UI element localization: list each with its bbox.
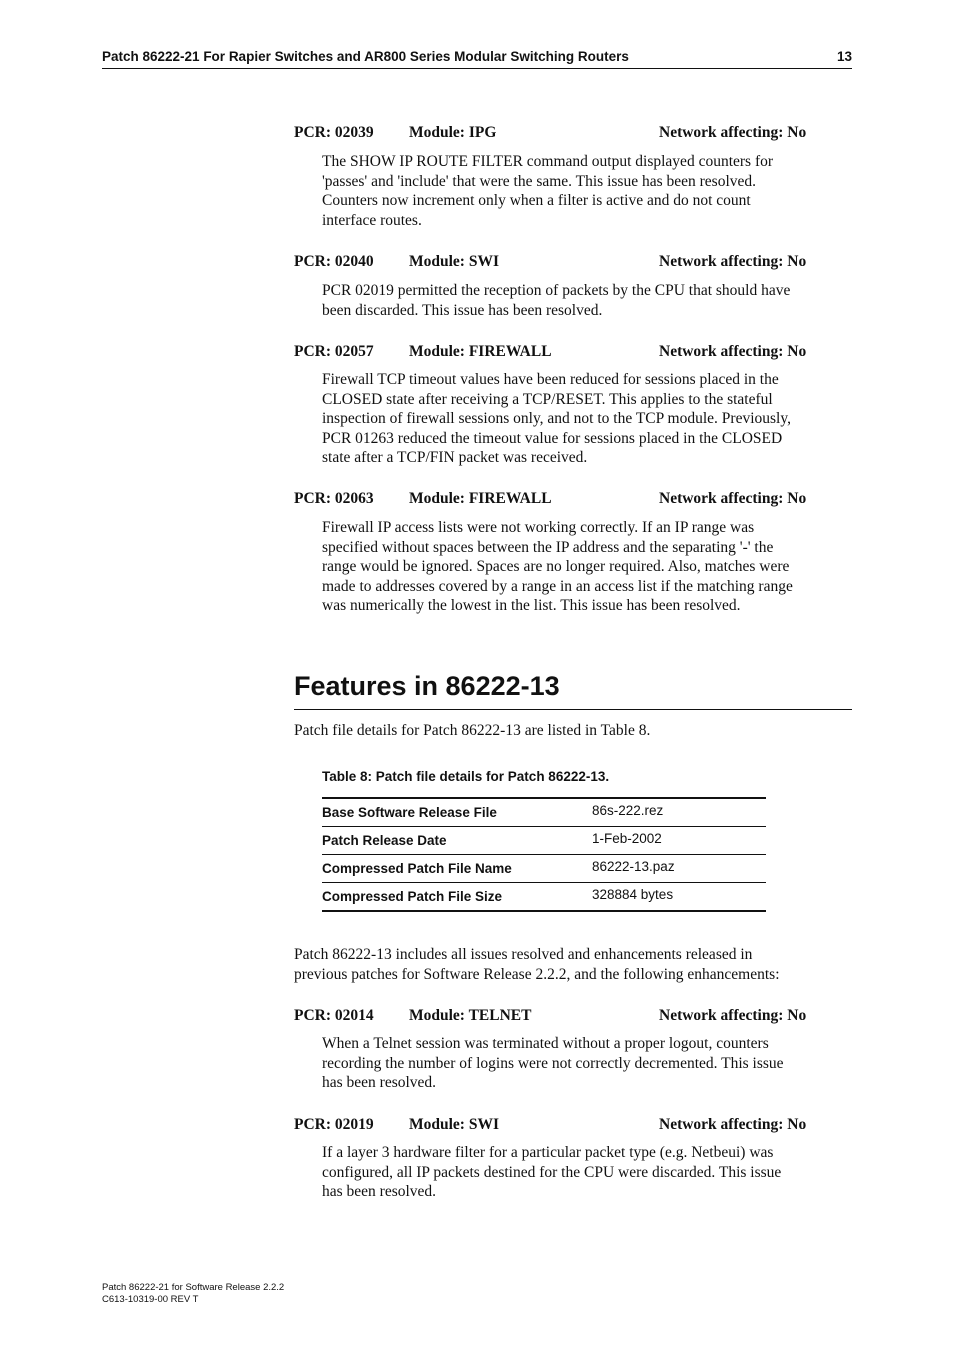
pcr-network-affecting: Network affecting: No xyxy=(659,124,807,141)
text-line: configured, all IP packets destined for the CPU were discarded. This issue xyxy=(322,1163,782,1181)
pcr-number: PCR: 02040 xyxy=(294,253,374,270)
pcr-module: Module: TELNET xyxy=(409,1007,532,1024)
text-line: CLOSED state after receiving a TCP/RESET. This applies to the stateful xyxy=(322,390,773,408)
text-line: Patch 86222-13 includes all issues resolved and enhancements released in xyxy=(294,946,753,963)
pcr-module: Module: FIREWALL xyxy=(409,343,552,360)
pcr-heading xyxy=(294,1007,852,1027)
patch-details-table xyxy=(322,797,766,912)
pcr-description xyxy=(322,281,854,320)
section-title: Features in 86222-13 xyxy=(294,671,560,701)
pcr-module: Module: SWI xyxy=(409,253,499,270)
pcr-network-affecting: Network affecting: No xyxy=(659,343,807,360)
text-line: Firewall TCP timeout values have been reduced for sessions placed in the xyxy=(322,371,779,388)
pcr-number: PCR: 02057 xyxy=(294,343,374,360)
table-row xyxy=(322,883,766,912)
text-line: The SHOW IP ROUTE FILTER command output displayed counters for xyxy=(322,153,774,170)
pcr-number: PCR: 02019 xyxy=(294,1116,374,1133)
text-line: been discarded. This issue has been resolved. xyxy=(322,301,603,319)
footer-line: C613-10319-00 REV T xyxy=(102,1293,199,1305)
pcr-number: PCR: 02039 xyxy=(294,124,374,141)
pcr-description xyxy=(322,370,854,468)
footer-line: Patch 86222-21 for Software Release 2.2.2 xyxy=(102,1282,285,1293)
text-line: When a Telnet session was terminated without a proper logout, counters xyxy=(322,1035,769,1052)
text-line: recording the number of logins were not correctly decremented. This issue xyxy=(322,1054,784,1072)
text-line: range would be ignored. Spaces are no longer required. Also, matches were xyxy=(322,558,790,575)
text-line: inspection of firewall sessions only, and not to the TCP module. Previously, xyxy=(322,410,791,427)
pcr-heading xyxy=(294,490,852,510)
text-line: PCR 02019 permitted the reception of packets by the CPU that should have xyxy=(322,282,791,299)
pcr-module: Module: SWI xyxy=(409,1116,499,1133)
text-line: has been resolved. xyxy=(322,1183,437,1200)
text-line: was numerically the lowest in the list. This issue has been resolved. xyxy=(322,597,741,614)
table-row-value: 1-Feb-2002 xyxy=(592,831,662,846)
text-line: interface routes. xyxy=(322,211,422,229)
text-line: If a layer 3 hardware filter for a particular packet type (e.g. Netbeui) was xyxy=(322,1144,774,1161)
table-row-label: Patch Release Date xyxy=(322,833,447,848)
table-row xyxy=(322,827,766,855)
pcr-module: Module: FIREWALL xyxy=(409,490,552,507)
text-line: previous patches for Software Release 2.2.2, and the following enhancements: xyxy=(294,965,780,983)
table-row-value: 86222-13.paz xyxy=(592,859,675,874)
text-line: 'passes' and 'include' that were the same. This issue has been resolved. xyxy=(322,172,756,190)
pcr-network-affecting: Network affecting: No xyxy=(659,253,807,270)
text-line: PCR 01263 reduced the timeout value for sessions placed in the CLOSED xyxy=(322,429,783,447)
header-title: Patch 86222-21 For Rapier Switches and AR800 Series Modular Switching Routers xyxy=(102,49,629,64)
pcr-description xyxy=(322,1034,854,1093)
table-row xyxy=(322,855,766,883)
table-row xyxy=(322,799,766,827)
pcr-network-affecting: Network affecting: No xyxy=(659,1116,807,1133)
text-line: Counters now increment only when a filter is active and do not count xyxy=(322,192,751,209)
page-number: 13 xyxy=(836,49,852,64)
table-row-label: Base Software Release File xyxy=(322,805,497,820)
table-caption: Table 8: Patch file details for Patch 86222-13. xyxy=(322,769,610,784)
pcr-description xyxy=(322,518,854,616)
text-line: specified without spaces between the IP address and the separating '-' the xyxy=(322,538,774,556)
pcr-network-affecting: Network affecting: No xyxy=(659,490,807,507)
section-heading xyxy=(294,669,852,710)
table-row-value: 328884 bytes xyxy=(592,887,674,902)
table-row-value: 86s-222.rez xyxy=(592,803,664,818)
section-summary xyxy=(294,945,854,984)
pcr-heading xyxy=(294,1116,852,1136)
pcr-heading xyxy=(294,343,852,363)
pcr-number: PCR: 02014 xyxy=(294,1007,374,1024)
section-intro: Patch file details for Patch 86222-13 are listed in Table 8. xyxy=(294,722,651,739)
page-header xyxy=(102,48,852,69)
text-line: Firewall IP access lists were not working correctly. If an IP range was xyxy=(322,519,755,536)
table-row-label: Compressed Patch File Size xyxy=(322,889,503,904)
pcr-description xyxy=(322,152,854,230)
text-line: made to addresses covered by a range in an access list if the matching range xyxy=(322,577,793,595)
pcr-network-affecting: Network affecting: No xyxy=(659,1007,807,1024)
text-line: has been resolved. xyxy=(322,1074,437,1091)
table-row-label: Compressed Patch File Name xyxy=(322,861,512,876)
pcr-description xyxy=(322,1143,854,1202)
page-footer xyxy=(102,1282,284,1305)
pcr-number: PCR: 02063 xyxy=(294,490,374,507)
text-line: state after a TCP/FIN packet was received. xyxy=(322,449,588,466)
pcr-module: Module: IPG xyxy=(409,124,497,141)
pcr-heading xyxy=(294,253,852,273)
pcr-heading xyxy=(294,124,852,144)
